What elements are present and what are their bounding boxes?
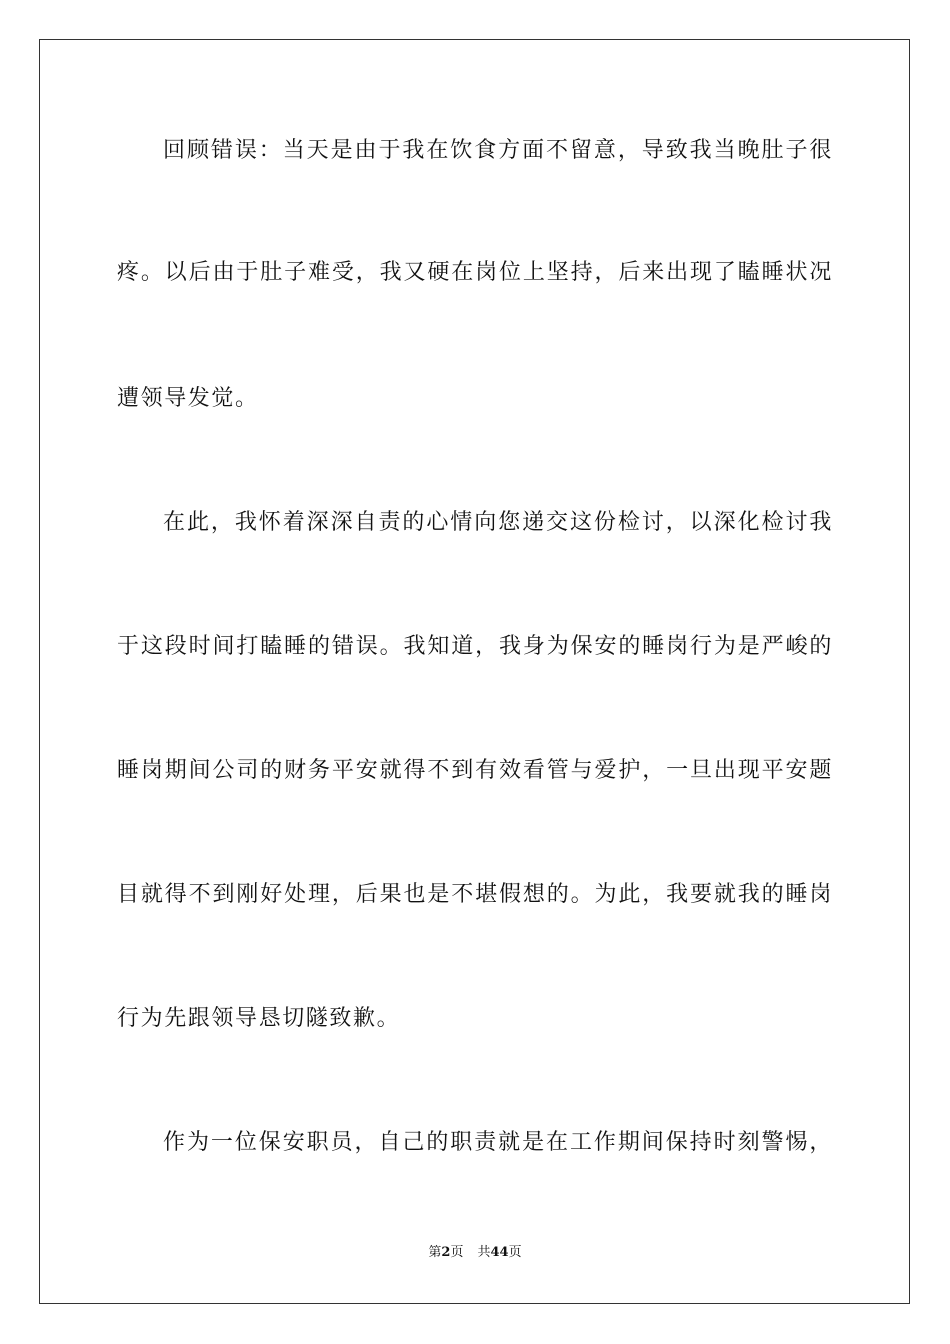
page-border (39, 39, 910, 1304)
total-pages: 44 (490, 1245, 509, 1260)
text-line-2: 疼。以后由于肚子难受，我又硬在岗位上坚持，后来出现了瞌睡状况 (117, 260, 833, 285)
page-suffix: 页 (450, 1245, 464, 1260)
page-footer (0, 1245, 950, 1261)
text-line-9: 作为一位保安职员，自己的职责就是在工作期间保持时刻警惕， (163, 1130, 833, 1155)
text-line-5: 于这段时间打瞌睡的错误。我知道，我身为保安的睡岗行为是严峻的 (117, 634, 833, 659)
text-line-4: 在此，我怀着深深自责的心情向您递交这份检讨，以深化检讨我 (163, 510, 833, 535)
total-prefix: 共 (477, 1245, 491, 1260)
text-line-3: 遭领导发觉。 (117, 386, 259, 411)
total-suffix: 页 (508, 1245, 522, 1260)
text-line-8: 行为先跟领导恳切隧致歉。 (117, 1006, 401, 1031)
text-line-1: 回顾错误：当天是由于我在饮食方面不留意，导致我当晚肚子很 (163, 138, 833, 163)
page-number: 2 (441, 1245, 451, 1260)
text-line-6: 睡岗期间公司的财务平安就得不到有效看管与爱护，一旦出现平安题 (117, 758, 833, 783)
text-line-7: 目就得不到刚好处理，后果也是不堪假想的。为此，我要就我的睡岗 (117, 882, 833, 907)
page-prefix: 第 (428, 1245, 442, 1260)
